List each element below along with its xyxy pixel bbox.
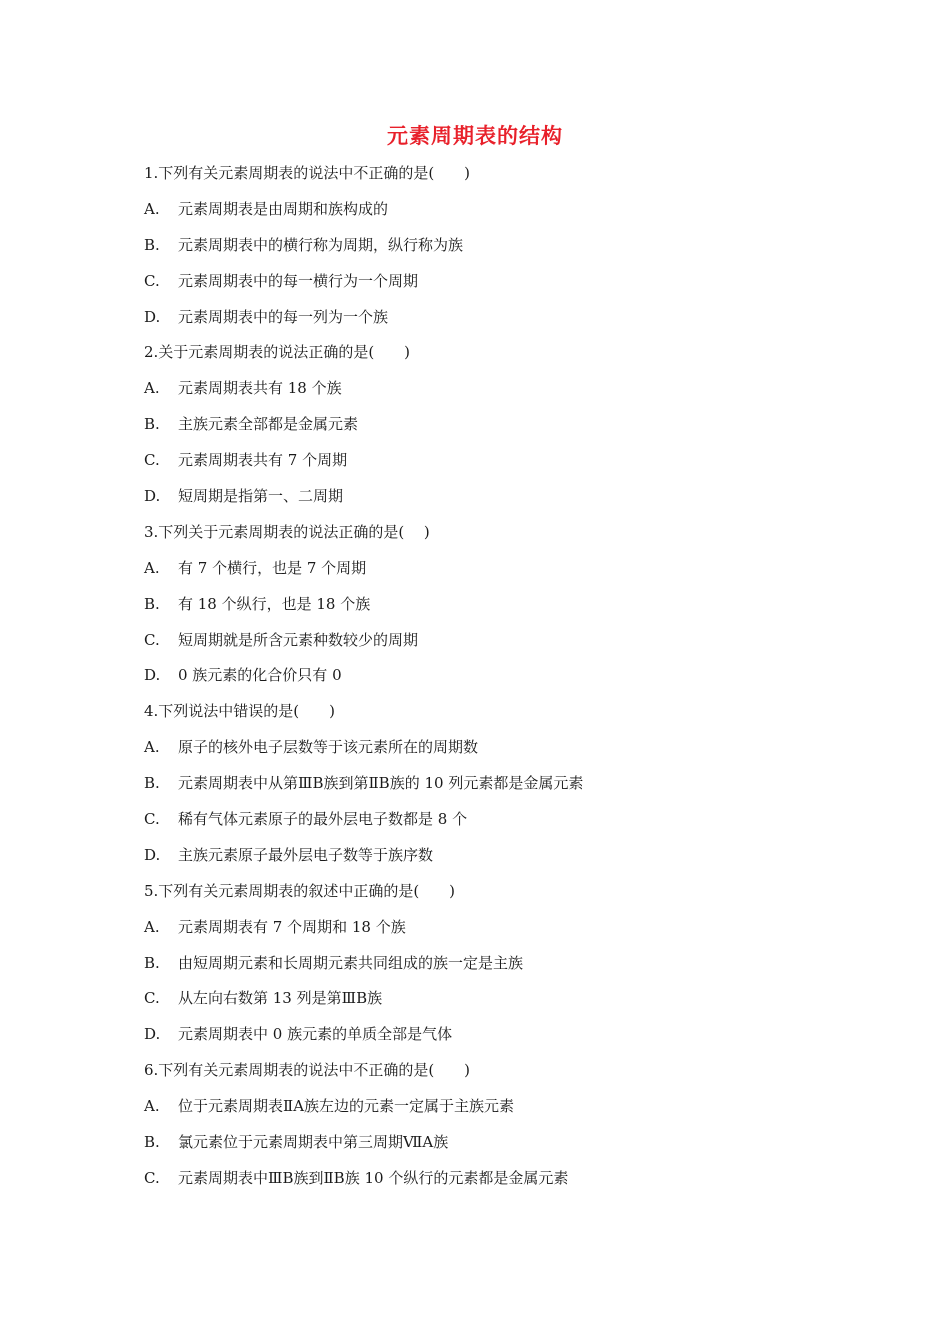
question-stem: 3.下列关于元素周期表的说法正确的是( ): [144, 522, 430, 541]
option-letter: D.: [144, 845, 161, 864]
option: [144, 950, 844, 986]
document-title: 元素周期表的结构: [387, 124, 563, 148]
option: [144, 770, 844, 806]
option-letter: D.: [144, 307, 161, 326]
option-letter: C.: [144, 989, 160, 1008]
option-text: 稀有气体元素原子的最外层电子数都是 8 个: [178, 810, 468, 829]
option-letter: C.: [144, 1168, 160, 1187]
option: [144, 1093, 844, 1129]
question-stem: 5.下列有关元素周期表的叙述中正确的是( ): [144, 881, 456, 900]
option: [144, 411, 844, 447]
question-stem: 6.下列有关元素周期表的说法中不正确的是( ): [144, 1061, 471, 1080]
option-text: 位于元素周期表ⅡA族左边的元素一定属于主族元素: [178, 1097, 515, 1116]
option: [144, 627, 844, 663]
option-letter: A.: [144, 917, 160, 936]
option: [144, 734, 844, 770]
option-text: 短周期是指第一、二周期: [178, 487, 344, 506]
option-text: 元素周期表有 7 个周期和 18 个族: [178, 917, 406, 936]
option: [144, 447, 844, 483]
option-text: 0 族元素的化合价只有 0: [178, 666, 342, 685]
option-letter: B.: [144, 415, 160, 434]
option: [144, 914, 844, 950]
question-stem: 1.下列有关元素周期表的说法中不正确的是( ): [144, 164, 471, 182]
option-text: 元素周期表中从第ⅢB族到第ⅡB族的 10 列元素都是金属元素: [178, 774, 584, 793]
option: [144, 555, 844, 591]
option: [144, 196, 844, 232]
option-text: 元素周期表中ⅢB族到ⅡB族 10 个纵行的元素都是金属元素: [178, 1168, 569, 1187]
option-text: 元素周期表中的横行称为周期，纵行称为族: [178, 235, 464, 254]
option-letter: B.: [144, 1133, 160, 1152]
option-text: 有 7 个横行，也是 7 个周期: [178, 558, 367, 577]
question-stem: 2.关于元素周期表的说法正确的是( ): [144, 343, 411, 362]
option-letter: C.: [144, 451, 160, 470]
option-text: 元素周期表是由周期和族构成的: [178, 199, 389, 218]
option-letter: A.: [144, 558, 160, 577]
option-letter: B.: [144, 774, 160, 793]
option-text: 主族元素全部都是金属元素: [178, 415, 359, 434]
option: [144, 483, 844, 519]
option-text: 有 18 个纵行，也是 18 个族: [178, 594, 371, 613]
option-text: 元素周期表中的每一列为一个族: [178, 307, 389, 326]
option-letter: D.: [144, 487, 161, 506]
option-letter: B.: [144, 594, 160, 613]
option-letter: D.: [144, 666, 161, 685]
option-text: 原子的核外电子层数等于该元素所在的周期数: [178, 738, 479, 757]
option-text: 元素周期表中的每一横行为一个周期: [178, 271, 419, 290]
option: [144, 1165, 844, 1201]
option: [144, 662, 844, 698]
option-text: 元素周期表共有 18 个族: [178, 379, 342, 398]
option: [144, 1021, 844, 1057]
option-text: 由短周期元素和长周期元素共同组成的族一定是主族: [178, 953, 524, 972]
option-letter: A.: [144, 379, 160, 398]
option-text: 氯元素位于元素周期表中第三周期ⅦA族: [178, 1133, 449, 1152]
option-text: 元素周期表共有 7 个周期: [178, 451, 348, 470]
question-list: [144, 160, 844, 1201]
option-letter: A.: [144, 199, 160, 218]
option: [144, 806, 844, 842]
option: [144, 304, 844, 340]
option-text: 主族元素原子最外层电子数等于族序数: [178, 845, 434, 864]
option-text: 短周期就是所含元素种数较少的周期: [178, 630, 419, 649]
option-letter: C.: [144, 630, 160, 649]
option-letter: C.: [144, 271, 160, 290]
option-letter: A.: [144, 1097, 160, 1116]
option-letter: D.: [144, 1025, 161, 1044]
option: [144, 842, 844, 878]
option: [144, 268, 844, 304]
option: [144, 375, 844, 411]
option: [144, 985, 844, 1021]
option-text: 元素周期表中 0 族元素的单质全部是气体: [178, 1025, 453, 1044]
option: [144, 1129, 844, 1165]
option-letter: B.: [144, 953, 160, 972]
option: [144, 591, 844, 627]
question-stem: 4.下列说法中错误的是( ): [144, 702, 336, 721]
option-text: 从左向右数第 13 列是第ⅢB族: [178, 989, 383, 1008]
option: [144, 232, 844, 268]
option-letter: C.: [144, 810, 160, 829]
option-letter: A.: [144, 738, 160, 757]
option-letter: B.: [144, 235, 160, 254]
